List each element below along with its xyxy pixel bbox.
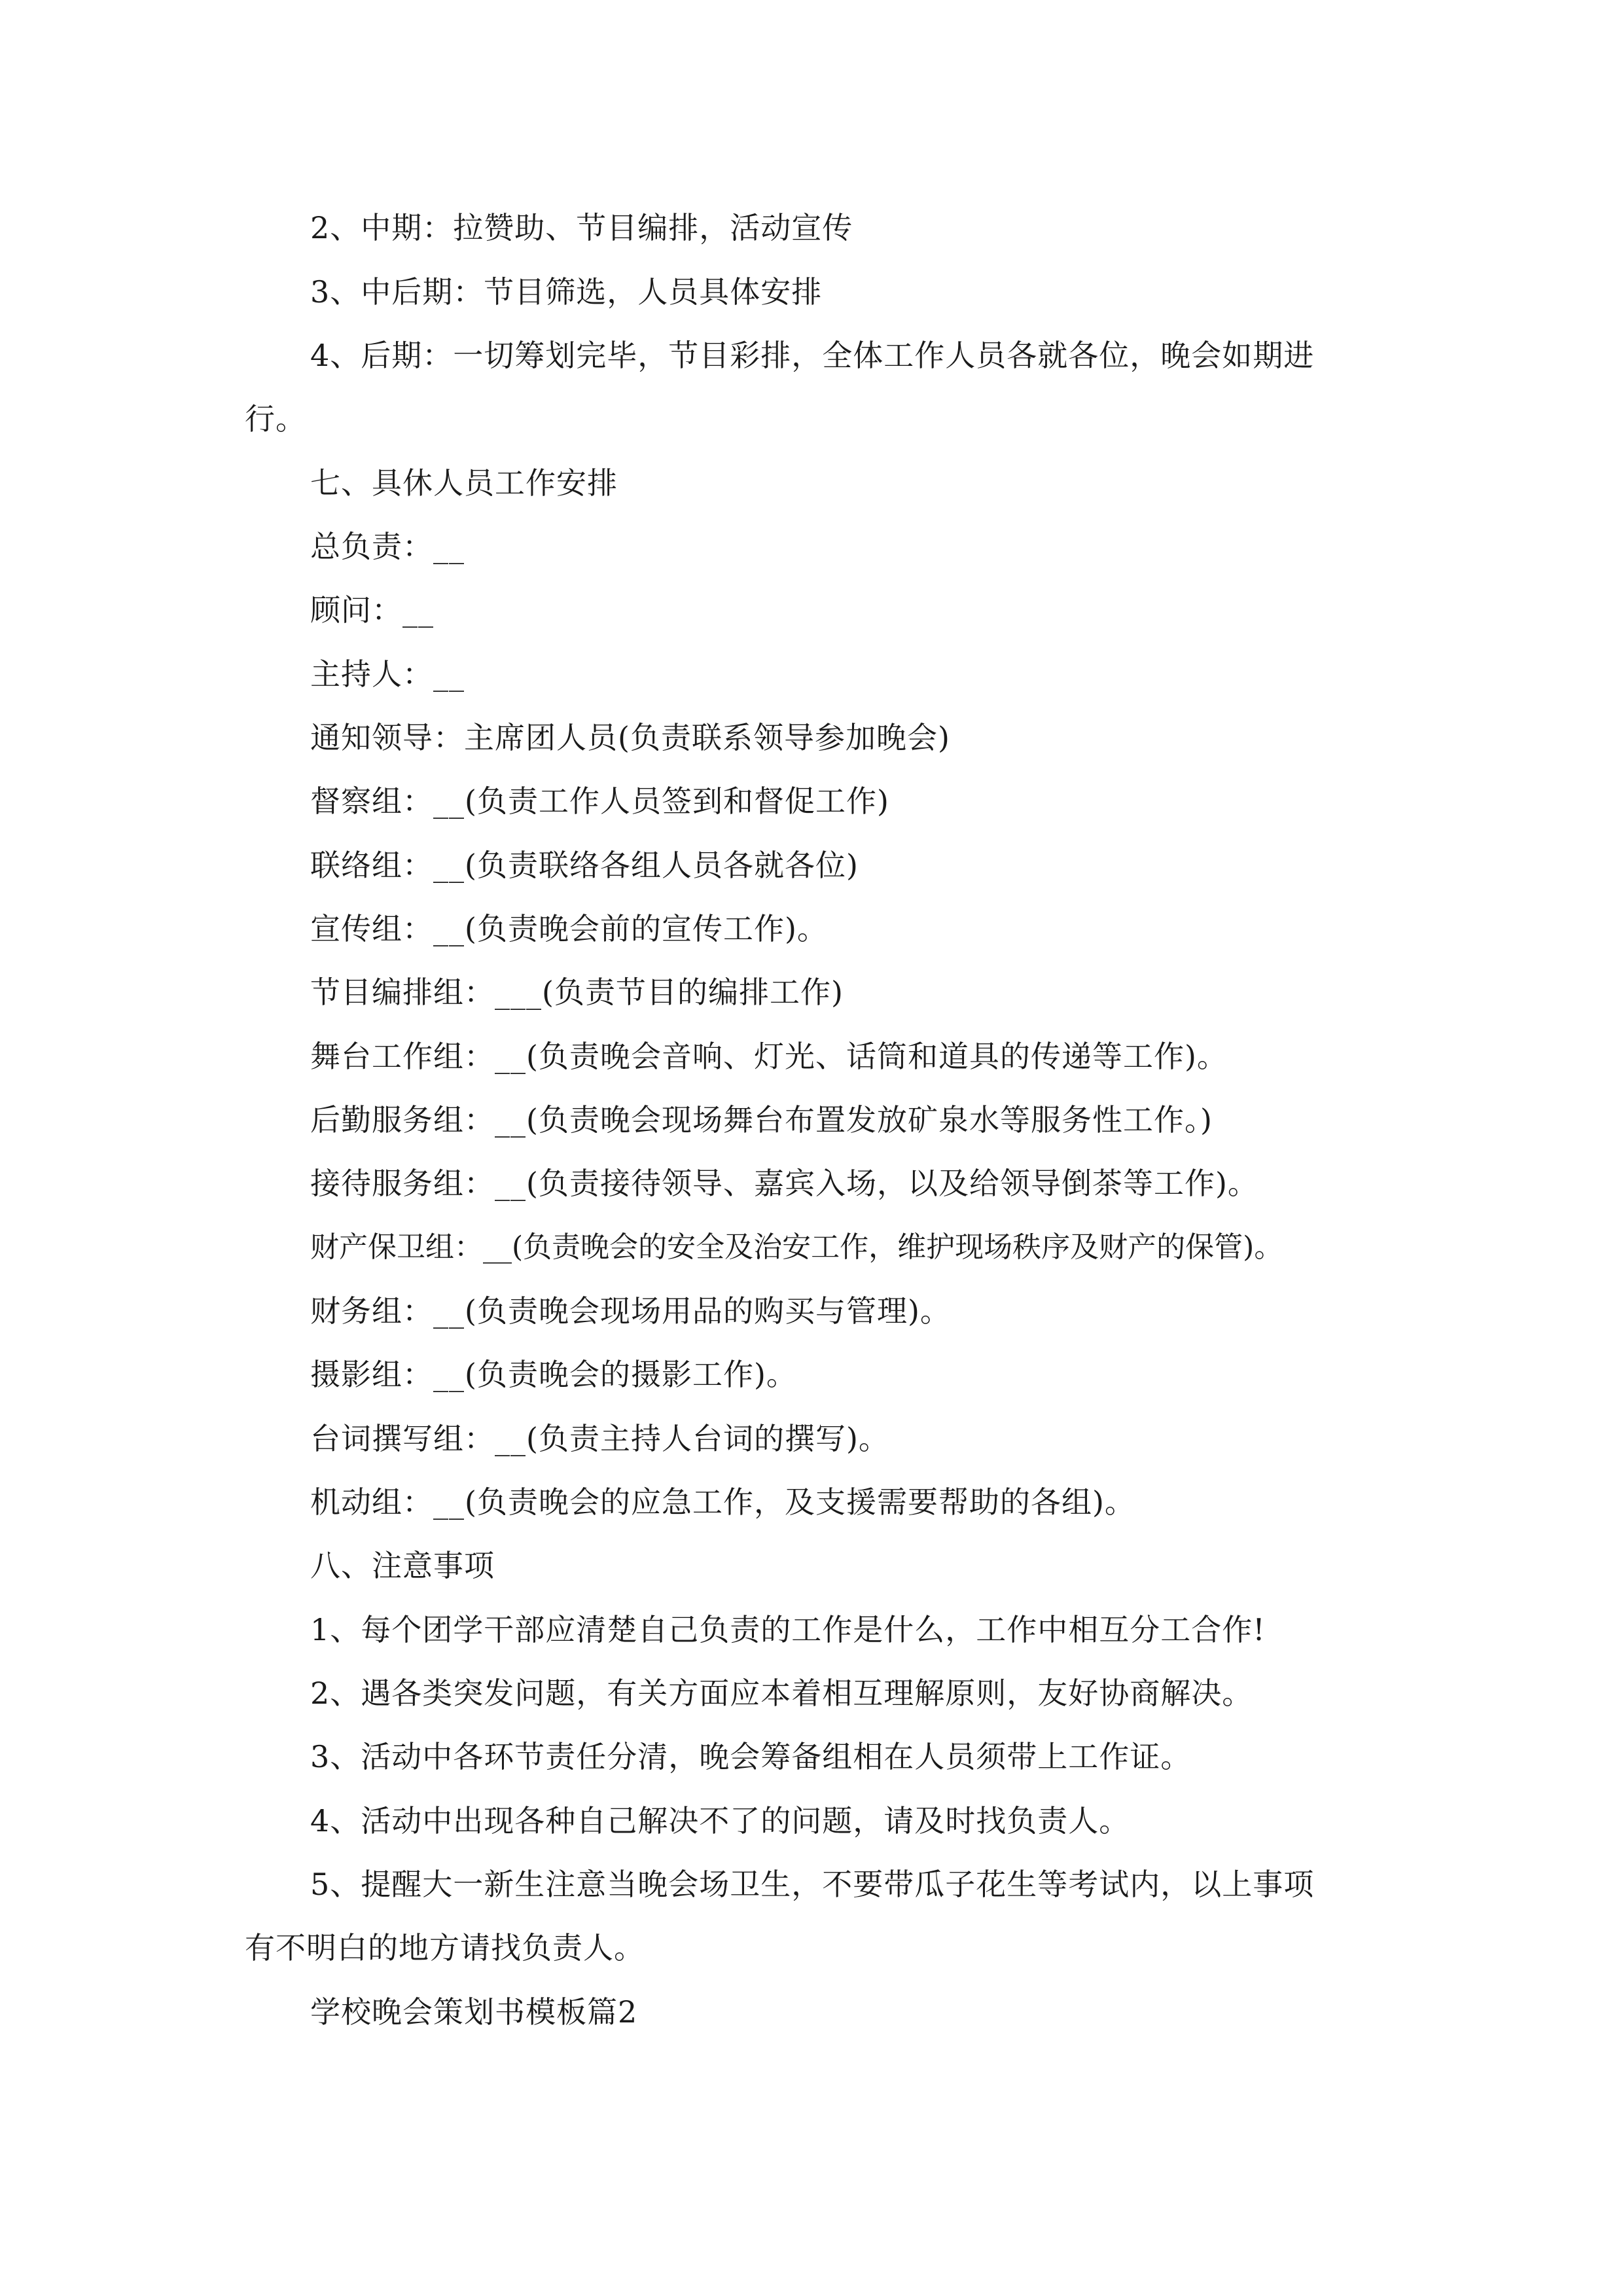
text-line: 2、遇各类突发问题，有关方面应本着相互理解原则，友好协商解决。 (310, 1676, 1253, 1711)
text-line: 总负责：__ (310, 529, 465, 564)
text-line: 财务组：__(负责晚会现场用品的购买与管理)。 (310, 1293, 951, 1329)
text-line: 机动组：__(负责晚会的应急工作，及支援需要帮助的各组)。 (310, 1484, 1135, 1520)
text-line: 台词撰写组：__(负责主持人台词的撰写)。 (310, 1421, 889, 1456)
document-title: 学校晚会策划书模板篇2 (310, 1994, 638, 2030)
text-line: 行。 (245, 401, 306, 437)
text-line: 接待服务组：__(负责接待领导、嘉宾入场，以及给领导倒茶等工作)。 (310, 1166, 1258, 1201)
text-line: 财产保卫组：__(负责晚会的安全及治安工作，维护现场秩序及财产的保管)。 (310, 1230, 1283, 1264)
text-line: 督察组：__(负责工作人员签到和督促工作) (310, 783, 889, 819)
text-line: 2、中期：拉赞助、节目编排，活动宣传 (310, 210, 853, 245)
section-heading: 七、具休人员工作安排 (310, 465, 618, 501)
text-line: 顾问：__ (310, 592, 434, 628)
text-line: 1、每个团学干部应清楚自己负责的工作是什么，工作中相互分工合作! (310, 1612, 1266, 1647)
text-line: 通知领导：主席团人员(负责联系领导参加晚会) (310, 720, 950, 755)
text-line: 3、活动中各环节责任分清，晚会筹备组相在人员须带上工作证。 (310, 1739, 1192, 1774)
text-line: 节目编排组：___(负责节目的编排工作) (310, 975, 844, 1010)
text-line: 宣传组：__(负责晚会前的宣传工作)。 (310, 911, 828, 946)
text-line: 主持人：__ (310, 656, 465, 692)
text-line: 4、活动中出现各种自己解决不了的问题，请及时找负责人。 (310, 1803, 1130, 1839)
text-line: 摄影组：__(负责晚会的摄影工作)。 (310, 1357, 797, 1392)
text-line: 后勤服务组：__(负责晚会现场舞台布置发放矿泉水等服务性工作。) (310, 1102, 1213, 1138)
text-line: 3、中后期：节目筛选，人员具体安排 (310, 274, 823, 310)
text-line: 有不明白的地方请找负责人。 (245, 1930, 645, 1965)
text-line: 联络组：__(负责联络各组人员各就各位) (310, 848, 859, 883)
text-line: 5、提醒大一新生注意当晚会场卫生，不要带瓜子花生等考试内，以上事项 (310, 1867, 1315, 1902)
text-line: 4、后期：一切筹划完毕，节目彩排，全体工作人员各就各位，晚会如期进 (310, 338, 1315, 373)
section-heading: 八、注意事项 (310, 1548, 495, 1583)
text-line: 舞台工作组：__(负责晚会音响、灯光、话筒和道具的传递等工作)。 (310, 1039, 1228, 1074)
